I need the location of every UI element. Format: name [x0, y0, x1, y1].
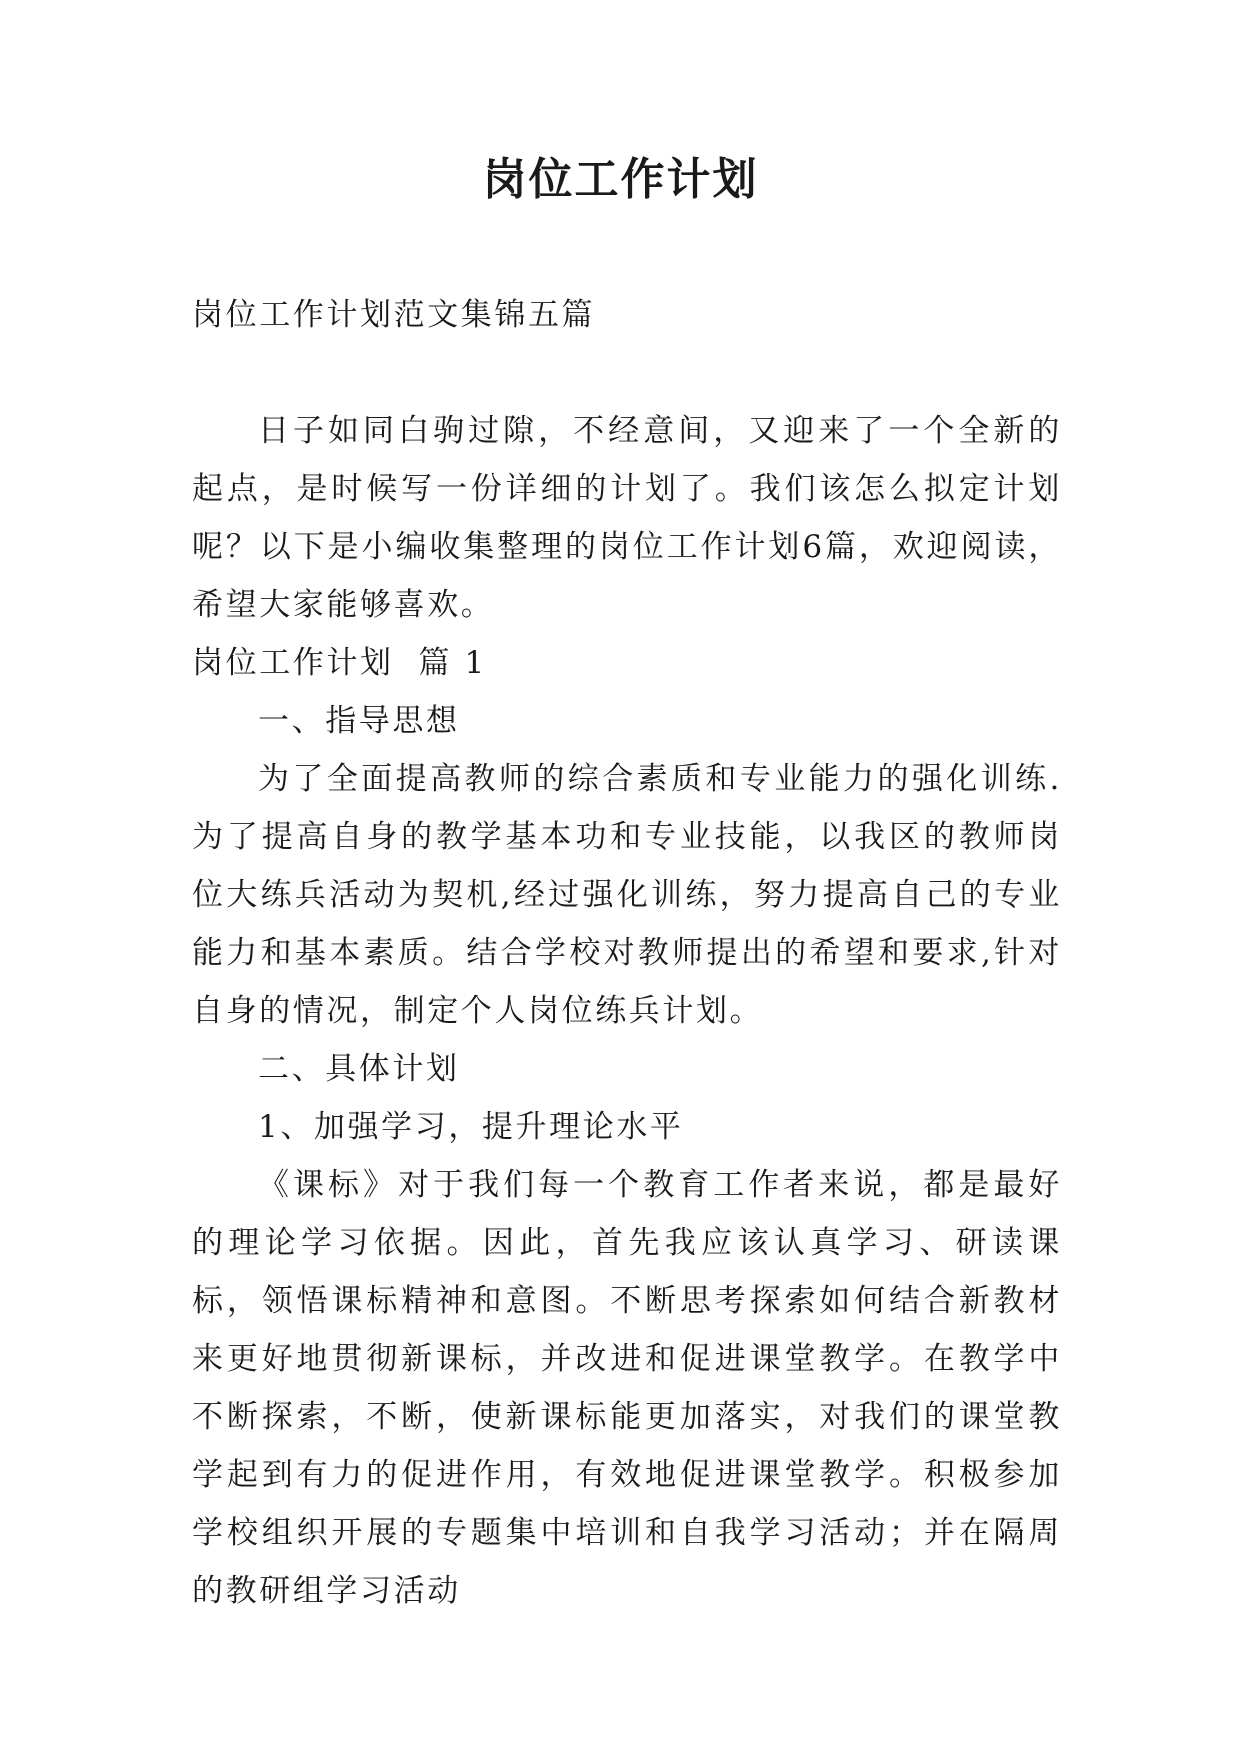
heading-specific-plan: 二、具体计划	[258, 1051, 460, 1087]
intro-paragraph: 日子如同白驹过隙，不经意间，又迎来了一个全新的起点，是时候写一份详细的计划了。我们该怎么拟定计划呢？以下是小编收集整理的岗位工作计划6篇，欢迎阅读，希望大家能够喜欢。	[192, 413, 1062, 623]
paragraph-curriculum-standards: 《课标》对于我们每一个教育工作者来说，都是最好的理论学习依据。因此，首先我应该认真学习、研读课标，领悟课标精神和意图。不断思考探索如何结合新教材来更好地贯彻新课标，并改进和促进课堂教学。在教学中不断探索，不断，使新课标能更加落实，对我们的课堂教学起到有力的促进作用，有效地促进课堂教学。积极参加学校组织开展的专题集中培训和自我学习活动；并在隔周的教研组学习活动	[192, 1167, 1062, 1609]
heading-strengthen-learning: 1、加强学习，提升理论水平	[258, 1109, 684, 1145]
document-body	[192, 286, 1062, 1620]
document-subtitle: 岗位工作计划范文集锦五篇	[192, 297, 596, 333]
document-title: 岗位工作计划	[482, 154, 759, 205]
heading-guiding-ideology: 一、指导思想	[258, 703, 460, 739]
paragraph-guiding-ideology: 为了全面提高教师的综合素质和专业能力的强化训练.为了提高自身的教学基本功和专业技能，以我区的教师岗位大练兵活动为契机,经过强化训练，努力提高自己的专业能力和基本素质。结合学校对教师提出的希望和要求,针对自身的情况，制定个人岗位练兵计划。	[192, 761, 1062, 1029]
section-heading: 岗位工作计划 篇 1	[192, 645, 487, 681]
